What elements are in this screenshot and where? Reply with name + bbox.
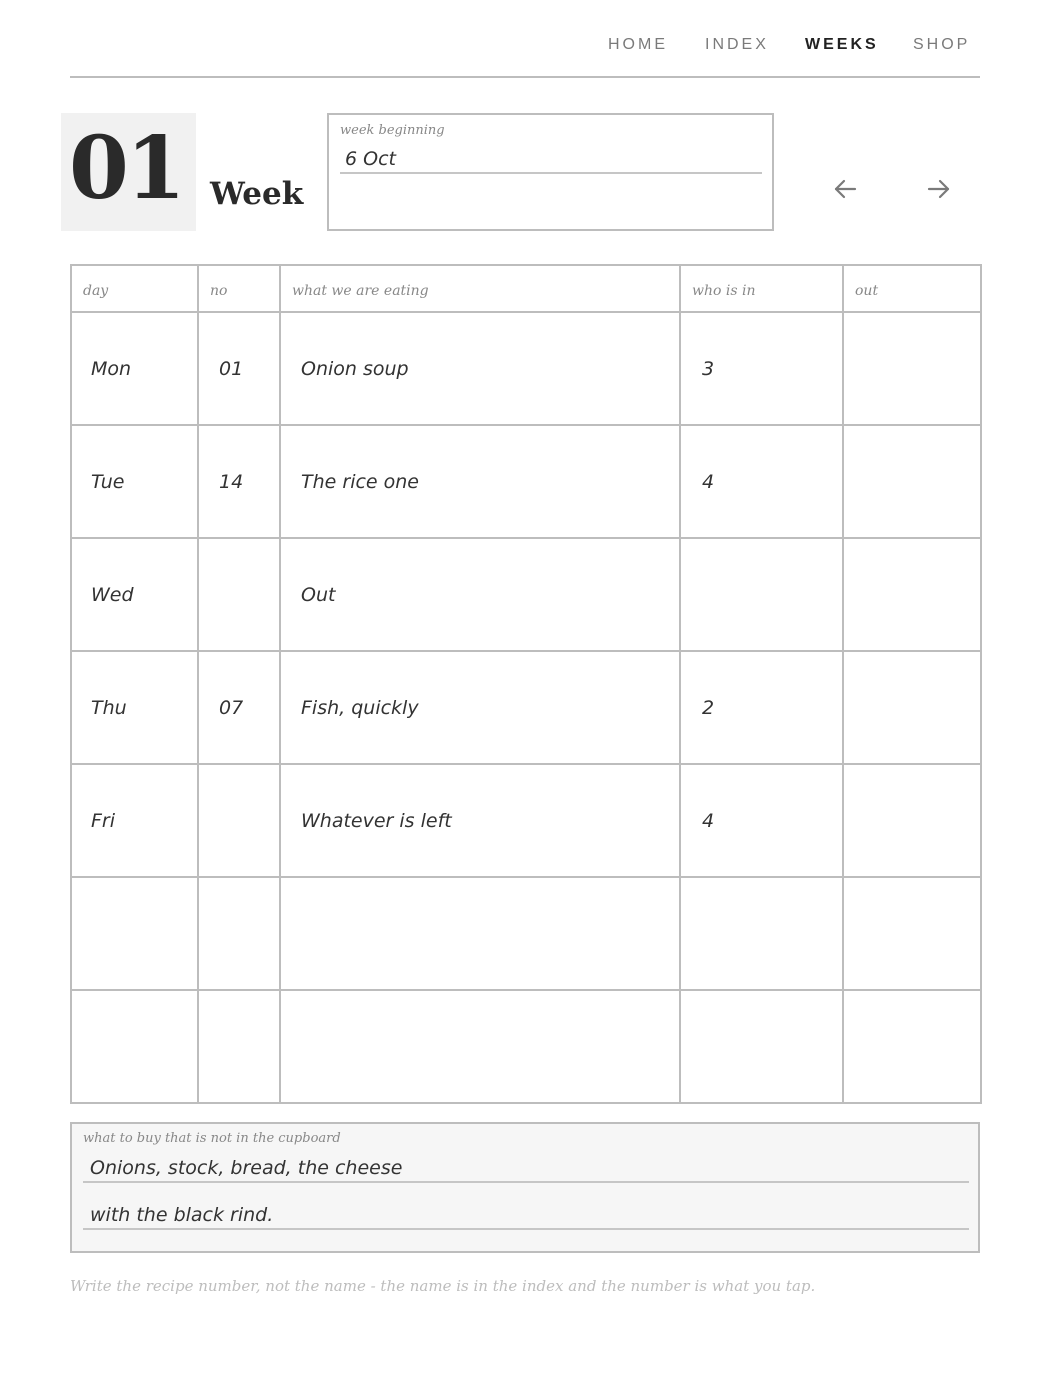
arrow-right-icon (924, 174, 954, 204)
shopping-list-label: what to buy that is not in the cupboard (83, 1131, 341, 1146)
table-row (71, 651, 981, 764)
week-number-tile (61, 113, 196, 231)
cell-who-is-in[interactable]: 4 (680, 764, 843, 877)
nav-weeks[interactable]: WEEKS (805, 36, 879, 53)
shopping-list-rule (83, 1181, 969, 1183)
nav-shop[interactable]: SHOP (913, 36, 971, 53)
cell-out[interactable] (843, 764, 981, 877)
cell-meal[interactable]: Fish, quickly (280, 651, 680, 764)
cell-recipe-no[interactable] (198, 990, 280, 1103)
table-row (71, 538, 981, 651)
cell-meal[interactable]: Whatever is left (280, 764, 680, 877)
cell-out[interactable] (843, 990, 981, 1103)
week-beginning-field[interactable] (327, 113, 774, 231)
cell-day[interactable] (71, 877, 198, 990)
cell-recipe-no[interactable]: 07 (198, 651, 280, 764)
table-row (71, 312, 981, 425)
cell-meal[interactable] (280, 877, 680, 990)
shopping-list-line[interactable]: Onions, stock, bread, the cheese (90, 1157, 403, 1179)
week-beginning-value[interactable]: 6 Oct (345, 148, 396, 170)
cell-recipe-no[interactable]: 01 (198, 312, 280, 425)
nav-index[interactable]: INDEX (705, 36, 769, 53)
header-day: day (71, 265, 198, 312)
next-week-button[interactable] (924, 174, 954, 204)
week-beginning-label: week beginning (340, 123, 445, 138)
header-who: who is in (680, 265, 843, 312)
header-no: no (198, 265, 280, 312)
cell-meal[interactable]: The rice one (280, 425, 680, 538)
cell-day[interactable]: Wed (71, 538, 198, 651)
week-beginning-underline (340, 172, 762, 174)
table-row (71, 877, 981, 990)
previous-week-button[interactable] (830, 174, 860, 204)
cell-day[interactable]: Mon (71, 312, 198, 425)
cell-recipe-no[interactable] (198, 538, 280, 651)
cell-out[interactable] (843, 877, 981, 990)
cell-meal[interactable]: Out (280, 538, 680, 651)
week-number: 01 (69, 118, 183, 219)
cell-day[interactable]: Tue (71, 425, 198, 538)
shopping-list-rule (83, 1228, 969, 1230)
cell-who-is-in[interactable]: 3 (680, 312, 843, 425)
cell-meal[interactable] (280, 990, 680, 1103)
meal-plan-table (70, 264, 982, 1104)
header-meal: what we are eating (280, 265, 680, 312)
nav-home[interactable]: HOME (608, 36, 668, 53)
cell-who-is-in[interactable] (680, 877, 843, 990)
header-out: out (843, 265, 981, 312)
cell-who-is-in[interactable] (680, 990, 843, 1103)
cell-who-is-in[interactable]: 4 (680, 425, 843, 538)
table-row (71, 425, 981, 538)
cell-meal[interactable]: Onion soup (280, 312, 680, 425)
shopping-list-field[interactable] (70, 1122, 980, 1253)
table-header-row (71, 265, 981, 312)
cell-out[interactable] (843, 425, 981, 538)
table-row (71, 990, 981, 1103)
cell-day[interactable]: Thu (71, 651, 198, 764)
cell-who-is-in[interactable]: 2 (680, 651, 843, 764)
top-nav (70, 0, 980, 78)
cell-recipe-no[interactable]: 14 (198, 425, 280, 538)
arrow-left-icon (830, 174, 860, 204)
shopping-list-line[interactable]: with the black rind. (90, 1204, 274, 1226)
cell-recipe-no[interactable] (198, 877, 280, 990)
cell-out[interactable] (843, 538, 981, 651)
week-title: Week (210, 176, 304, 212)
table-row (71, 764, 981, 877)
cell-day[interactable]: Fri (71, 764, 198, 877)
cell-who-is-in[interactable] (680, 538, 843, 651)
cell-out[interactable] (843, 312, 981, 425)
cell-out[interactable] (843, 651, 981, 764)
footnote-hint: Write the recipe number, not the name - the name is in the index and the number is what you tap. (70, 1277, 816, 1295)
cell-day[interactable] (71, 990, 198, 1103)
cell-recipe-no[interactable] (198, 764, 280, 877)
